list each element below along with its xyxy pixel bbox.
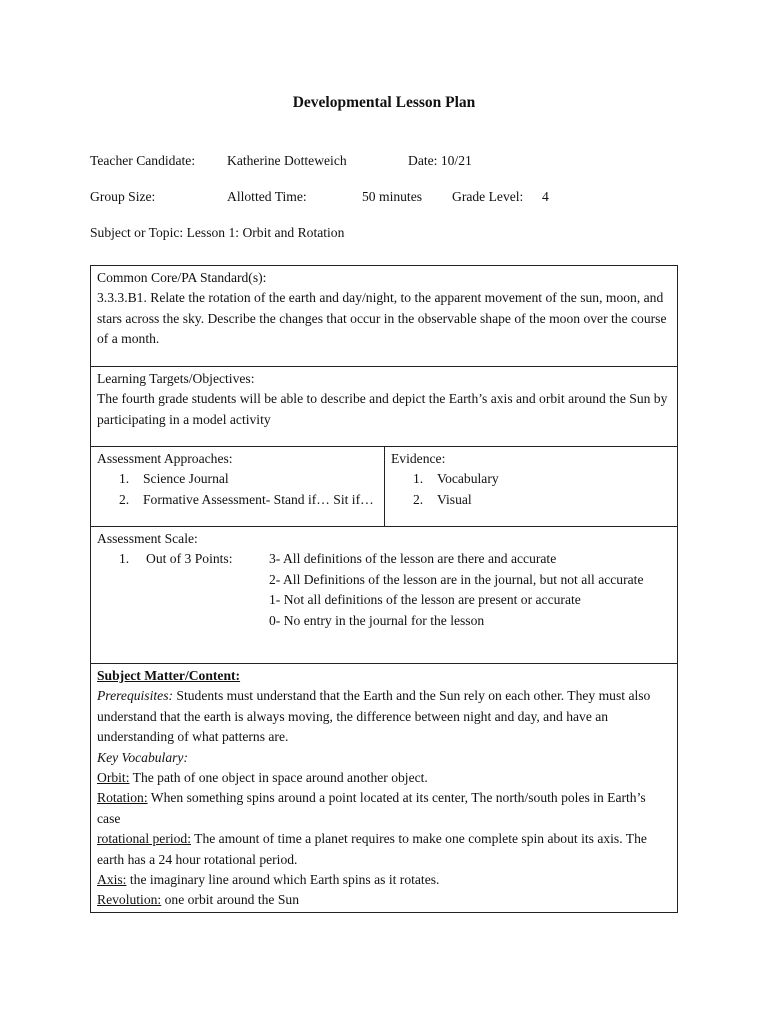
grade-label: Grade Level: <box>452 189 524 204</box>
scale-label: 1. Out of 3 Points: <box>119 551 233 567</box>
scale-cell <box>91 527 677 664</box>
assessment-cell <box>91 447 385 526</box>
vocab-item: rotational period: The amount of time a planet requires to make one complete spin about its axis. The earth has a 24 hour rotational period. <box>97 831 647 867</box>
grade-value: 4 <box>542 189 549 204</box>
assessment-row <box>91 447 677 527</box>
assessment-heading: Assessment Approaches: <box>97 451 233 466</box>
objectives-cell <box>91 367 677 447</box>
prerequisites: Prerequisites: Students must understand that the Earth and the Sun rely on each other. They must also understand that the earth is always moving, the difference between night and day, and have an understanding of what patterns are. <box>97 688 651 745</box>
list-item: 1. Science Journal <box>119 471 229 487</box>
page-title: Developmental Lesson Plan <box>292 94 476 111</box>
list-item: 2. Visual <box>413 491 472 507</box>
teacher-label: Teacher Candidate: <box>90 153 196 168</box>
list-item: 2. Formative Assessment- Stand if… Sit if… <box>119 491 374 507</box>
objectives-text: The fourth grade students will be able to describe and depict the Earth’s axis and orbit around the Sun by participating in a model activity <box>97 391 668 427</box>
objectives-heading: Learning Targets/Objectives: <box>97 371 255 386</box>
vocab-item: Axis: the imaginary line around which Earth spins as it rotates. <box>97 872 440 888</box>
scale-level: 1- Not all definitions of the lesson are present or accurate <box>269 592 581 608</box>
vocab-item: Revolution: one orbit around the Sun <box>97 892 300 908</box>
date-label: Date: 10/21 <box>408 153 472 168</box>
standards-heading: Common Core/PA Standard(s): <box>97 270 267 285</box>
evidence-heading: Evidence: <box>391 451 446 466</box>
vocab-heading: Key Vocabulary: <box>97 749 188 765</box>
list-item: 1. Vocabulary <box>413 471 499 487</box>
time-value: 50 minutes <box>362 189 423 204</box>
content-heading: Subject Matter/Content: <box>97 668 241 683</box>
scale-level: 0- No entry in the journal for the lesson <box>269 612 485 628</box>
time-label: Allotted Time: <box>227 189 307 204</box>
standards-text: 3.3.3.B1. Relate the rotation of the earth and day/night, to the apparent movement of the sun, moon, and stars across the sky. Describe the changes that occur in the observable shape of the moon over the course of a month. <box>97 290 667 347</box>
lesson-table <box>90 265 678 913</box>
group-label: Group Size: <box>90 189 156 204</box>
scale-level: 2- All Definitions of the lesson are in the journal, but not all accurate <box>269 571 644 587</box>
content-cell <box>91 664 677 912</box>
scale-level: 3- All definitions of the lesson are there and accurate <box>269 551 557 567</box>
vocab-item: Orbit: The path of one object in space around another object. <box>97 770 428 786</box>
evidence-cell <box>385 447 677 526</box>
scale-heading: Assessment Scale: <box>97 531 198 546</box>
teacher-value: Katherine Dotteweich <box>227 153 347 168</box>
vocab-item: Rotation: When something spins around a point located at its center, The north/south poles in Earth’s case <box>97 790 646 826</box>
subject-line: Subject or Topic: Lesson 1: Orbit and Rotation <box>90 225 345 240</box>
scale-levels <box>269 549 671 631</box>
standards-cell <box>91 266 677 367</box>
